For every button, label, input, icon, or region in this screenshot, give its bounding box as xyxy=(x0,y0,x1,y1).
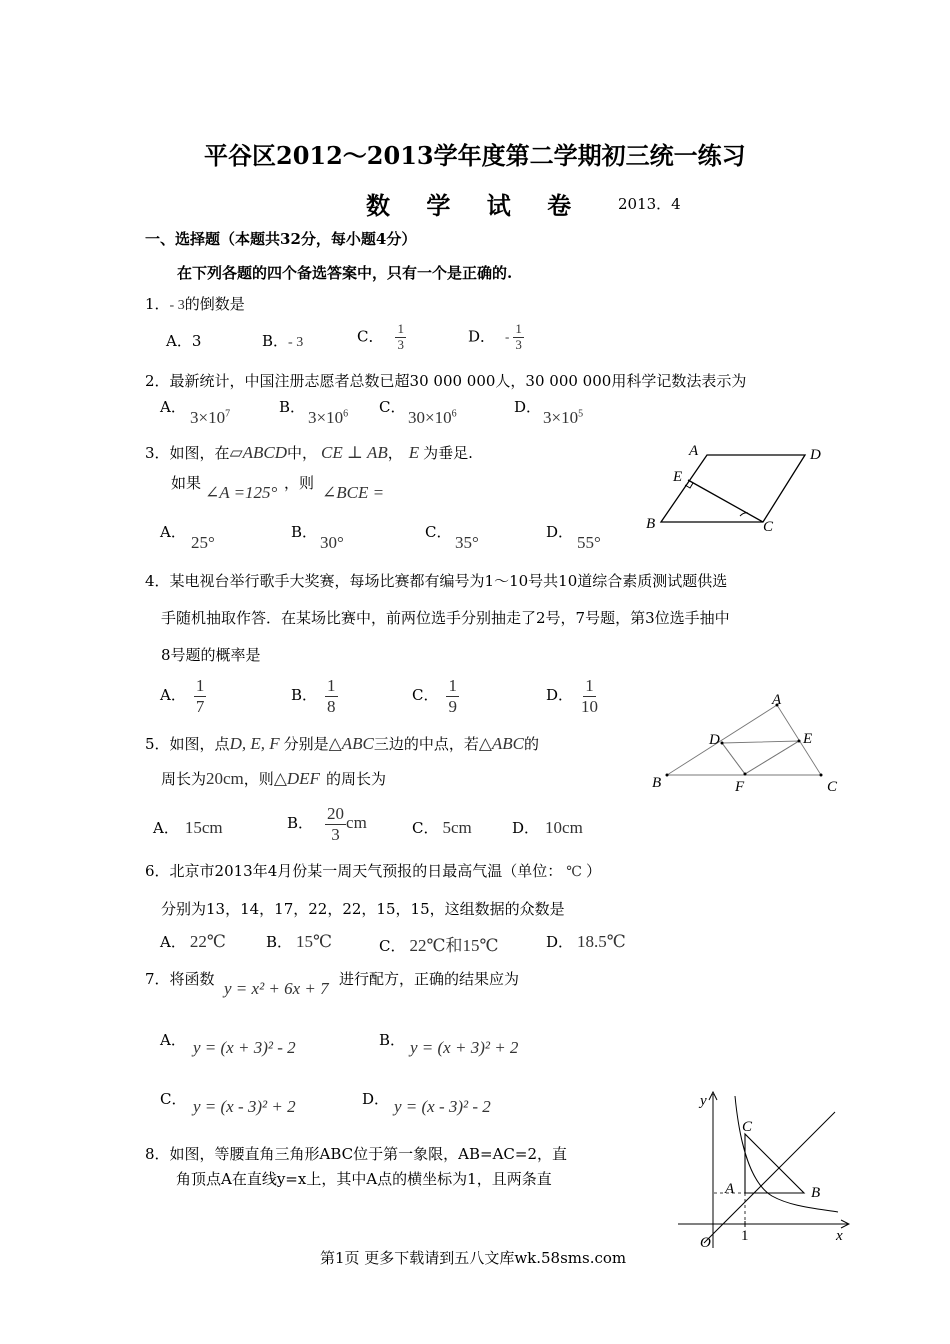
denominator: 8 xyxy=(327,696,336,716)
q5-option-c[interactable] xyxy=(412,817,472,838)
q2-option-c[interactable] xyxy=(379,396,405,417)
q2-option-a-value xyxy=(190,408,230,428)
question-number: 2． xyxy=(145,372,170,390)
page-footer: 第1页 更多下载请到五八文库wk.58sms.com xyxy=(320,1249,627,1267)
q4-option-d[interactable] xyxy=(546,676,598,716)
question-7-line1 xyxy=(145,968,215,989)
section-instruction: 在下列各题的四个备选答案中，只有一个是正确的. xyxy=(177,264,513,282)
option-exponent: 7 xyxy=(225,408,231,420)
question-number: 4． xyxy=(145,572,170,590)
question-2 xyxy=(145,370,746,391)
question-6-line2: 分别为13，14，17，22，22，15，15，这组数据的众数是 xyxy=(161,900,565,918)
question-3-line2 xyxy=(171,472,201,493)
q5-option-a[interactable] xyxy=(153,817,223,838)
q6-option-c[interactable] xyxy=(379,931,499,956)
unit: ℃ xyxy=(566,865,582,880)
option-label: D． xyxy=(546,933,574,951)
q1-option-c[interactable] xyxy=(357,322,406,353)
option-value: 18.5℃ xyxy=(577,932,626,951)
numerator: 1 xyxy=(195,676,205,695)
label-o: O xyxy=(700,1235,711,1250)
question-number: 1． xyxy=(145,295,170,313)
q1-option-a[interactable] xyxy=(166,330,201,351)
option-value: 22℃ xyxy=(189,932,226,951)
q7-option-c-value: y = (x - 3)² + 2 xyxy=(193,1097,296,1116)
q6-option-b[interactable] xyxy=(266,931,332,952)
q4-option-a[interactable] xyxy=(160,676,206,716)
option-label: A． xyxy=(160,933,186,951)
option-label: C． xyxy=(412,819,439,837)
question-text: ，则 xyxy=(243,770,274,788)
math-triangle: △DEF xyxy=(273,769,320,788)
numerator: 1 xyxy=(397,321,404,336)
question-4-line2: 手随机抽取作答．在某场比赛中，前两位选手分别抽走了2号，7号题，第3位选手抽中 xyxy=(161,609,730,627)
option-value: 15cm xyxy=(184,818,223,837)
question-5-line1 xyxy=(145,733,539,754)
numerator: 1 xyxy=(327,676,336,695)
exam-subtitle: 数 学 试 卷 xyxy=(366,191,586,220)
q3-option-b-value: 30° xyxy=(320,533,344,552)
question-number: 7． xyxy=(145,970,170,988)
q1-option-d[interactable] xyxy=(468,322,524,353)
q3-option-d[interactable] xyxy=(546,521,573,542)
numerator: 1 xyxy=(448,676,457,695)
option-label: B． xyxy=(379,1031,406,1049)
fraction xyxy=(194,676,207,716)
math-angle-a: ∠A =125° xyxy=(205,483,278,502)
q7-option-b[interactable] xyxy=(379,1029,405,1050)
math-perpendicular: CE ⊥ AB xyxy=(321,443,388,462)
label-x: x xyxy=(836,1228,843,1244)
q4-option-b[interactable] xyxy=(291,676,338,716)
option-base: 3×10 xyxy=(543,408,579,427)
option-label: C． xyxy=(160,1090,187,1108)
option-label: A． xyxy=(166,332,192,350)
q5-option-d[interactable] xyxy=(512,817,583,838)
option-label: D． xyxy=(512,819,540,837)
question-4-line3: 8号题的概率是 xyxy=(161,646,261,664)
q7-option-d[interactable] xyxy=(362,1088,389,1109)
question-3-line1 xyxy=(145,442,473,463)
question-text: 将函数 xyxy=(169,970,215,988)
denominator: 9 xyxy=(448,696,457,716)
label-c: C xyxy=(827,779,838,792)
math-perimeter: 20cm xyxy=(206,769,244,788)
option-label: A． xyxy=(153,819,179,837)
question-text: 三边的中点，若 xyxy=(373,735,479,753)
numerator: 1 xyxy=(515,321,522,336)
label-d: D xyxy=(810,447,821,463)
option-label: C． xyxy=(379,398,406,416)
option-value: 3 xyxy=(191,332,202,350)
q2-option-c-value xyxy=(408,408,457,428)
question-8-line2: 角顶点A在直线y=x上，其中A点的横坐标为1，且两条直 xyxy=(176,1170,552,1188)
option-value: - 3 xyxy=(288,335,304,350)
math-function: y = x² + 6x + 7 xyxy=(224,979,329,998)
label-d: D xyxy=(709,732,720,748)
option-value: 5cm xyxy=(442,818,472,837)
question-1 xyxy=(145,293,245,314)
math-angle-bce: ∠BCE = xyxy=(322,483,385,502)
option-label: B． xyxy=(291,523,318,541)
option-base: 3×10 xyxy=(190,408,226,427)
q3-option-a[interactable] xyxy=(160,521,186,542)
q2-option-d[interactable] xyxy=(514,396,541,417)
label-f: F xyxy=(735,779,745,792)
question-text: 最新统计，中国注册志愿者总数已超30 000 000人，30 000 000用科学记数法表示为 xyxy=(169,372,747,390)
question-text: ） xyxy=(585,862,601,880)
question-number: 8． xyxy=(145,1145,170,1163)
exam-title: 平谷区2012～2013学年度第二学期初三统一练习 xyxy=(204,141,746,170)
option-label: B． xyxy=(291,686,318,705)
q2-option-b-value xyxy=(308,408,348,428)
denominator: 3 xyxy=(397,336,404,352)
option-label: D． xyxy=(546,686,574,705)
question-text: 周长为 xyxy=(161,770,207,788)
denominator: 3 xyxy=(515,336,522,352)
triangle-midpoints-figure xyxy=(645,690,845,792)
option-exponent: 6 xyxy=(343,408,349,420)
q7-option-a[interactable] xyxy=(160,1029,186,1050)
q3-option-c[interactable] xyxy=(425,521,451,542)
parallelogram-figure xyxy=(640,438,830,538)
question-text: 为垂足. xyxy=(423,444,473,462)
option-base: 30×10 xyxy=(408,408,452,427)
q2-option-a[interactable] xyxy=(160,396,186,417)
q3-option-a-value: 25° xyxy=(191,533,215,552)
question-text: ， xyxy=(387,444,403,462)
question-number: 3． xyxy=(145,444,170,462)
math-triangle: △ABC xyxy=(328,734,374,753)
question-text: 分别是 xyxy=(283,735,329,753)
question-text: 如图，点 xyxy=(169,735,230,753)
label-b: B xyxy=(646,516,656,532)
q7-option-a-value: y = (x + 3)² - 2 xyxy=(193,1038,296,1057)
label-e: E xyxy=(803,731,813,747)
option-label: C． xyxy=(379,937,406,955)
option-exponent: 5 xyxy=(578,408,584,420)
fraction xyxy=(325,676,338,716)
label-c: C xyxy=(763,519,774,535)
q7-option-b-value: y = (x + 3)² + 2 xyxy=(410,1038,519,1057)
option-label: A． xyxy=(160,686,186,705)
option-label: D． xyxy=(468,327,496,346)
denominator: 7 xyxy=(195,696,205,716)
fraction xyxy=(513,322,524,353)
q6-option-a[interactable] xyxy=(160,931,226,952)
question-number: 5． xyxy=(145,735,170,753)
q7-option-d-value: y = (x - 3)² - 2 xyxy=(394,1097,491,1116)
question-number: 6． xyxy=(145,862,170,880)
option-label: C． xyxy=(425,523,452,541)
question-8-line1 xyxy=(145,1143,567,1164)
fraction xyxy=(325,804,346,844)
math-point: E xyxy=(408,443,420,462)
fraction xyxy=(446,676,459,716)
question-text: 的倒数是 xyxy=(184,295,245,313)
option-value: 15℃ xyxy=(296,932,333,951)
option-label: D． xyxy=(362,1090,390,1108)
q1-option-b[interactable] xyxy=(262,330,303,351)
math-parallelogram: ▱ABCD xyxy=(229,443,288,462)
label-one: 1 xyxy=(741,1228,749,1244)
question-text: 如果 xyxy=(171,474,202,492)
q2-option-b[interactable] xyxy=(279,396,305,417)
fraction xyxy=(395,322,406,353)
denominator: 3 xyxy=(331,824,340,844)
numerator: 1 xyxy=(585,676,594,695)
option-label: B． xyxy=(287,814,314,833)
denominator: 10 xyxy=(581,696,599,716)
question-text: 如图，在 xyxy=(169,444,230,462)
question-text: 如图，等腰直角三角形ABC位于第一象限，AB=AC=2，直 xyxy=(169,1145,568,1163)
option-label: C． xyxy=(412,686,439,705)
option-label: B． xyxy=(262,332,289,350)
sign: - xyxy=(505,329,510,345)
q3-option-c-value: 35° xyxy=(455,533,479,552)
question-text: 北京市2013年4月份某一周天气预报的日最高气温（单位： xyxy=(169,862,563,880)
question-7-text: 进行配方，正确的结果应为 xyxy=(339,970,520,988)
q5-option-b[interactable] xyxy=(287,804,367,844)
q3-option-d-value: 55° xyxy=(577,533,601,552)
question-5-line2 xyxy=(161,768,386,789)
option-base: 3×10 xyxy=(308,408,344,427)
question-4-line1 xyxy=(145,570,727,591)
question-text: 的 xyxy=(524,735,540,753)
option-label: A． xyxy=(160,398,186,416)
math-triangle: △ABC xyxy=(478,734,525,753)
exam-date: 2013．4 xyxy=(618,195,681,213)
option-label: D． xyxy=(514,398,542,416)
q2-option-d-value xyxy=(543,408,583,428)
math-points: D, E, F xyxy=(229,734,280,753)
label-e: E xyxy=(673,469,683,485)
question-text: 的周长为 xyxy=(325,770,386,788)
option-label: A． xyxy=(160,1031,186,1049)
q7-option-c[interactable] xyxy=(160,1088,186,1109)
q6-option-d[interactable] xyxy=(546,931,626,952)
label-b: B xyxy=(811,1185,821,1201)
fraction xyxy=(581,676,598,716)
option-label: B． xyxy=(266,933,293,951)
question-text: 某电视台举行歌手大奖赛，每场比赛都有编号为1～10号共10道综合素质测试题供选 xyxy=(169,572,728,590)
option-label: B． xyxy=(279,398,306,416)
option-label: D． xyxy=(546,523,574,541)
section-heading: 一、选择题（本题共32分，每小题4分） xyxy=(145,230,417,248)
question-6-line1 xyxy=(145,860,601,881)
math-expression: - 3 xyxy=(169,298,185,313)
label-a: A xyxy=(772,692,782,708)
q4-option-c[interactable] xyxy=(412,676,459,716)
q3-option-b[interactable] xyxy=(291,521,317,542)
coordinate-figure xyxy=(672,1088,850,1250)
option-unit: cm xyxy=(346,813,367,833)
label-a: A xyxy=(689,443,699,459)
question-3-text: ，则 xyxy=(284,474,315,492)
question-text: 中， xyxy=(287,444,318,462)
label-c: C xyxy=(742,1119,753,1135)
option-value: 10cm xyxy=(545,818,583,837)
label-a: A xyxy=(725,1181,735,1197)
option-exponent: 6 xyxy=(451,408,457,420)
option-label: C． xyxy=(357,327,384,346)
label-b: B xyxy=(652,775,662,791)
numerator: 20 xyxy=(327,804,345,823)
option-value: 22℃和15℃ xyxy=(409,936,499,955)
option-label: A． xyxy=(160,523,186,541)
label-y: y xyxy=(700,1093,707,1109)
